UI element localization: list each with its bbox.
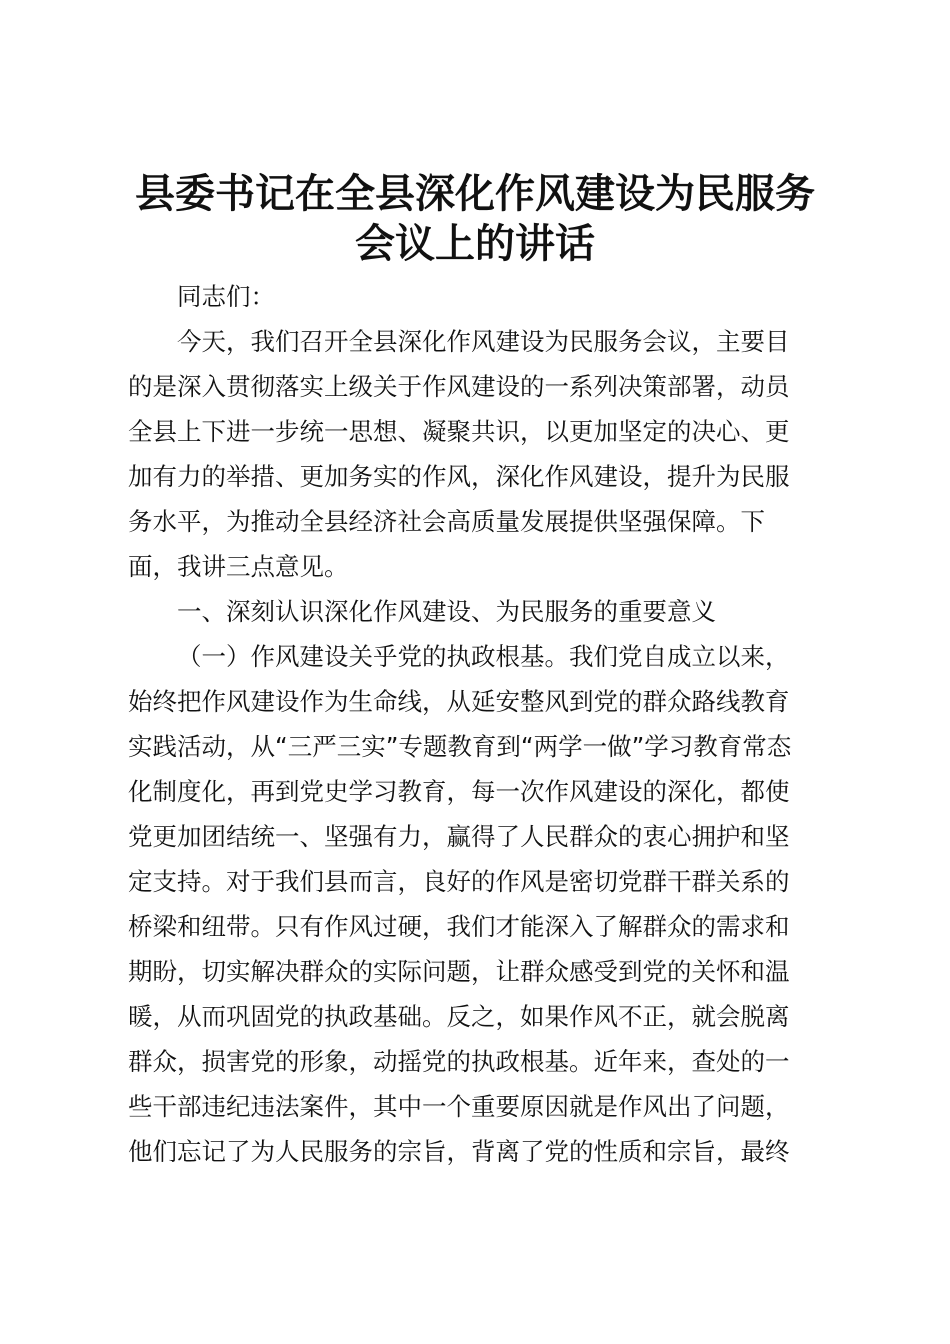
paragraph-line: 群众，损害党的形象，动摇党的执政根基。近年来，查处的一 [128,1047,790,1076]
paragraph-line: 他们忘记了为人民服务的宗旨，背离了党的性质和宗旨，最终 [128,1137,790,1166]
document-body [128,274,828,1174]
paragraph-line: 些干部违纪违法案件，其中一个重要原因就是作风出了问题， [128,1092,790,1121]
paragraph-line: 党更加团结统一、坚强有力，赢得了人民群众的衷心拥护和坚 [128,822,790,851]
paragraph-line: 加有力的举措、更加务实的作风，深化作风建设，提升为民服 [128,462,790,491]
salutation: 同志们： [177,282,275,311]
paragraph-line: 务水平，为推动全县经济社会高质量发展提供坚强保障。下 [128,507,765,536]
paragraph-line: 桥梁和纽带。只有作风过硬，我们才能深入了解群众的需求和 [128,912,790,941]
paragraph-line: （一）作风建设关乎党的执政根基。我们党自成立以来， [177,642,790,671]
paragraph-line: 全县上下进一步统一思想、凝聚共识，以更加坚定的决心、更 [128,417,790,446]
paragraph-line: 面，我讲三点意见。 [128,552,349,581]
paragraph-line: 期盼，切实解决群众的实际问题，让群众感受到党的关怀和温 [128,957,790,986]
paragraph-line: 今天，我们召开全县深化作风建设为民服务会议，主要目 [177,327,790,356]
paragraph-line: 暖，从而巩固党的执政基础。反之，如果作风不正，就会脱离 [128,1002,790,1031]
document-title-line-1: 县委书记在全县深化作风建设为民服务 [135,171,815,217]
document-title-line-2: 会议上的讲话 [355,221,595,267]
paragraph-line: 实践活动，从“三严三实”专题教育到“两学一做”学习教育常态 [128,732,792,761]
paragraph-line: 的是深入贯彻落实上级关于作风建设的一系列决策部署，动员 [128,372,790,401]
section-heading: 一、深刻认识深化作风建设、为民服务的重要意义 [177,597,716,626]
paragraph-line: 定支持。对于我们县而言，良好的作风是密切党群干群关系的 [128,867,790,896]
paragraph-line: 始终把作风建设作为生命线，从延安整风到党的群众路线教育 [128,687,790,716]
paragraph-line: 化制度化，再到党史学习教育，每一次作风建设的深化，都使 [128,777,790,806]
